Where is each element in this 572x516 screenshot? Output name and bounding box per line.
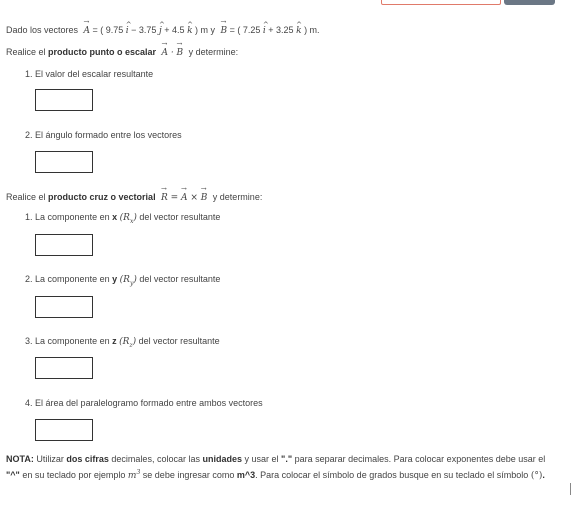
problem-statement: Dado los vectores → A = ( 9.75 ^ i − 3.75 ^ j + 4.5 ^ k ) m y → B = ( 7.25 ^ i + 3.25 ^ k ) m.: [6, 25, 320, 36]
answer-input-angle[interactable]: [35, 151, 93, 173]
list-item: 4. El área del paralelogramo formado entre ambos vectores: [25, 398, 263, 408]
previous-answer-input[interactable]: [381, 0, 501, 5]
answer-input-area[interactable]: [35, 419, 93, 441]
list-item: 1. El valor del escalar resultante: [25, 69, 154, 79]
answer-input-rz[interactable]: [35, 357, 93, 379]
list-item: 3. La componente en z $(R_z)$ del vector resultante: [25, 336, 220, 349]
list-item: 2. El ángulo formado entre los vectores: [25, 130, 182, 140]
answer-input-ry[interactable]: [35, 296, 93, 318]
section-cross-product-heading: Realice el producto cruz o vectorial → R = → A × → B y determine:: [6, 192, 262, 203]
answer-input-rx[interactable]: [35, 234, 93, 256]
submit-button[interactable]: [504, 0, 555, 5]
note-paragraph: NOTA: Utilizar dos cifras decimales, colocar las unidades y usar el "." para separar decimales. Para colocar exponentes debe usar el "^" en su teclado por ejemplo $m^3$ se debe ingresar como m^3. Para colocar el símbolo de grados busque en su teclado el símbolo (°).: [6, 454, 546, 481]
list-item: 1. La componente en x $(R_x)$ del vector resultante: [25, 212, 221, 225]
section-dot-product-heading: Realice el producto punto o escalar → A · → B y determine:: [6, 47, 238, 58]
list-item: 2. La componente en y $(R_y)$ del vector resultante: [25, 274, 221, 287]
answer-input-scalar[interactable]: [35, 89, 93, 111]
scrollbar[interactable]: [570, 483, 571, 495]
